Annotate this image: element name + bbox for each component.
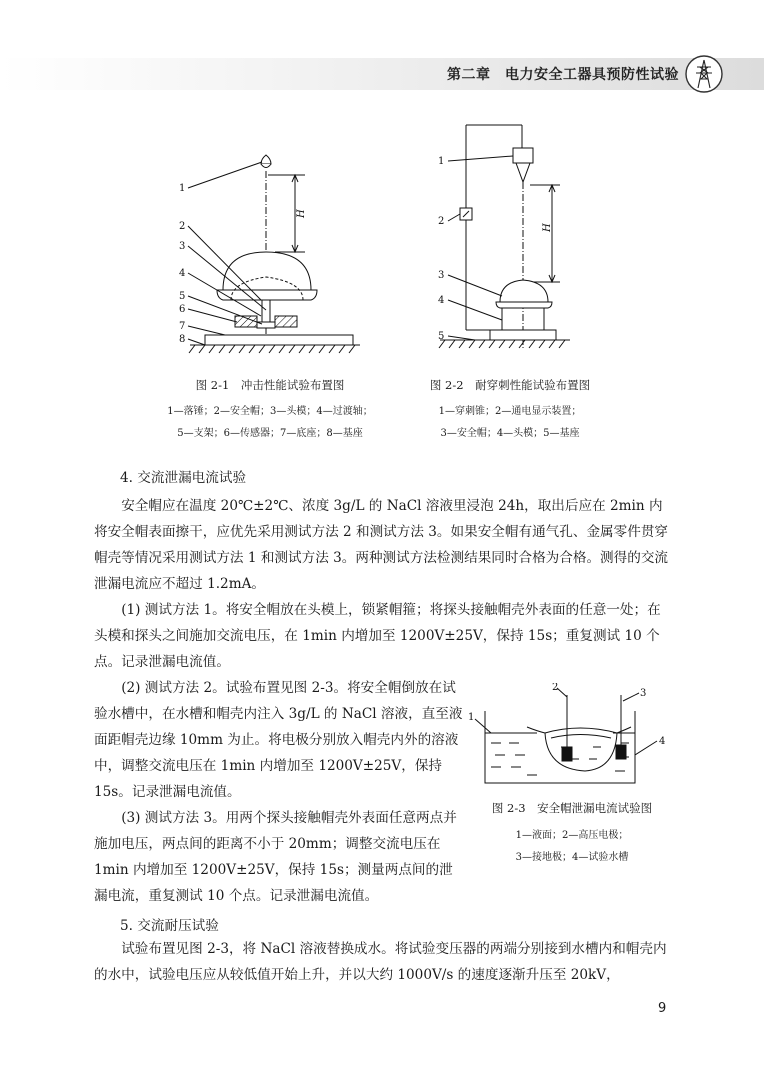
sensor-right xyxy=(275,316,297,327)
callout-3: 3 xyxy=(640,688,647,699)
figure-2-3-caption: 图 2-3 安全帽泄漏电流试验图 xyxy=(491,801,653,815)
callout-5: 5 xyxy=(179,291,186,302)
section-5-heading: 5. 交流耐压试验 xyxy=(120,918,219,934)
ground-electrode xyxy=(616,745,626,759)
callout-2: 2 xyxy=(179,221,186,232)
callout-3: 3 xyxy=(179,241,186,252)
figure-2-2-caption: 图 2-2 耐穿刺性能试验布置图 xyxy=(429,378,591,392)
dimension-h: H xyxy=(542,223,553,232)
page-number: 9 xyxy=(658,1001,667,1016)
callout-5: 5 xyxy=(438,331,445,342)
callout-1: 1 xyxy=(438,156,445,167)
safety-helmet-2 xyxy=(500,280,548,302)
callout-4: 4 xyxy=(659,736,666,747)
callout-2: 2 xyxy=(438,216,445,227)
section-5-paragraph-1: 试验布置见图 2-3，将 NaCl 溶液替换成水。将试验变压器的两端分别接到水槽内和帽壳内的水中，试验电压应从较低值开始上升，并以大约 1000V/s 的速度逐渐升压至 20kV， xyxy=(94,941,667,983)
callout-3: 3 xyxy=(438,270,445,281)
callout-1: 1 xyxy=(468,712,475,723)
figure-2-2-puncture-test-diagram xyxy=(430,110,580,355)
test-tank xyxy=(485,711,635,783)
puncture-cone xyxy=(513,148,533,163)
figure-2-2-legend-line2: 3—安全帽；4—头模；5—基座 xyxy=(440,428,580,439)
chapter-title: 第二章 电力安全工器具预防性试验 xyxy=(447,67,679,83)
callout-8: 8 xyxy=(179,334,186,345)
figure-2-1-legend-line1: 1—落锤；2—安全帽；3—头模；4—过渡轴； xyxy=(167,406,373,417)
figure-2-3-legend-line1: 1—液面；2—高压电极； xyxy=(515,830,629,841)
dimension-h: H xyxy=(296,209,307,218)
figure-2-1-caption: 图 2-1 冲击性能试验布置图 xyxy=(195,378,345,392)
section-4-paragraph-3: (2) 测试方法 2。试验布置见图 2-3。将安全帽倒放在试验水槽中，在水槽和帽壳内注入 3g/L 的 NaCl 溶液，直至液面距帽壳边缘 10mm 为止。将电极分别放入帽壳内外的溶液中，调整交流电压在 1min 内增加至 1200V±25V，保持 15s。记录泄漏电流值。 xyxy=(94,680,463,800)
transmission-tower-icon xyxy=(684,54,724,94)
safety-helmet xyxy=(223,252,311,290)
inverted-helmet xyxy=(527,727,631,771)
callout-7: 7 xyxy=(179,321,186,332)
figure-2-1-impact-test-diagram xyxy=(165,140,365,355)
section-4-paragraph-1: 安全帽应在温度 20℃±2℃、浓度 3g/L 的 NaCl 溶液里浸泡 24h，取出后应在 2min 内将安全帽表面擦干，应优先采用测试方法 2 和测试方法 3。如果安全帽有通气孔、金属零件贯穿帽壳等情况采用测试方法 1 和测试方法 3。两种测试方法检测结果同时合格为合格。测得的交流泄漏电流应不超过 1.2mA。 xyxy=(94,498,669,592)
section-4-paragraph-4: (3) 测试方法 3。用两个探头接触帽壳外表面任意两点并施加电压，两点间的距离不小于 20mm；调整交流电压在 1min 内增加至 1200V±25V，保持 15s；测量两点间的泄漏电流，重复测试 10 个点。记录泄漏电流值。 xyxy=(94,810,457,904)
callout-4: 4 xyxy=(179,268,186,279)
callout-1: 1 xyxy=(179,183,186,194)
callout-6: 6 xyxy=(179,304,186,315)
figure-2-3-legend-line2: 3—接地极；4—试验水槽 xyxy=(515,852,629,863)
section-4-paragraph-2: (1) 测试方法 1。将安全帽放在头模上，锁紧帽箍；将探头接触帽壳外表面的任意一处；在头模和探头之间施加交流电压，在 1min 内增加至 1200V±25V，保持 15s；重复测试 10 个点。记录泄漏电流值。 xyxy=(94,602,661,670)
figure-2-1-legend-line2: 5—支架；6—传感器；7—底座；8—基座 xyxy=(177,428,363,439)
figure-2-3-leakage-current-diagram xyxy=(465,683,675,793)
base xyxy=(205,335,353,345)
falling-hammer xyxy=(261,155,271,164)
high-voltage-electrode xyxy=(562,747,572,761)
figure-2-2-legend-line1: 1—穿刺锥；2—通电显示装置； xyxy=(438,406,582,417)
callout-2: 2 xyxy=(552,683,559,693)
callout-4: 4 xyxy=(438,295,445,306)
section-4-heading: 4. 交流泄漏电流试验 xyxy=(120,470,247,486)
